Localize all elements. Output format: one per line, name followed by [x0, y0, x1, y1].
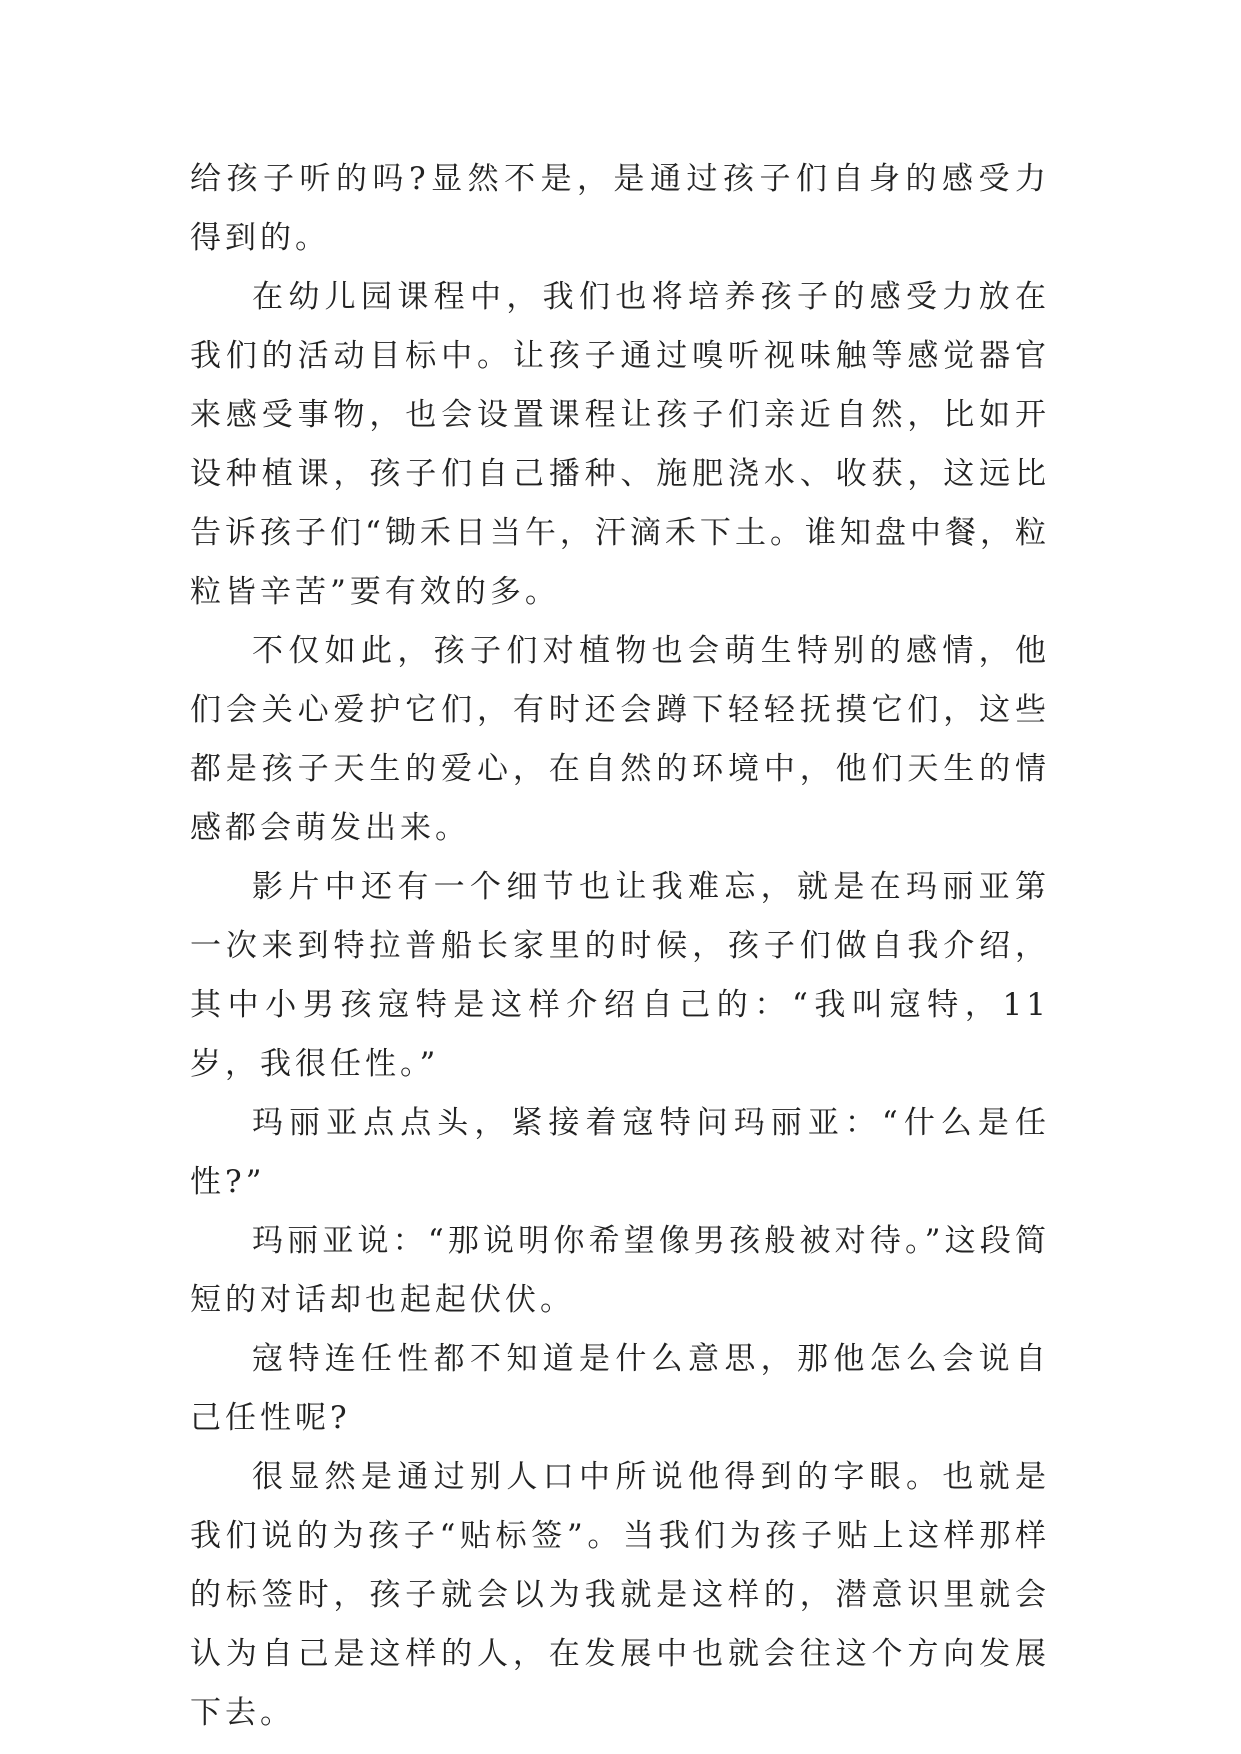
- paragraph: 寇特连任性都不知道是什么意思，那他怎么会说自己任性呢?: [190, 1341, 1050, 1436]
- paragraph: 很显然是通过别人口中所说他得到的字眼。也就是我们说的为孩子“贴标签”。当我们为孩子贴上这样那样的标签时，孩子就会以为我就是这样的，潜意识里就会认为自己是这样的人，在发展中也就会往这个方向发展下去。: [190, 1459, 1050, 1731]
- document-body: [190, 150, 1050, 1743]
- paragraph: 玛丽亚说：“那说明你希望像男孩般被对待。”这段简短的对话却也起起伏伏。: [190, 1223, 1050, 1318]
- paragraph: 不仅如此，孩子们对植物也会萌生特别的感情，他们会关心爱护它们，有时还会蹲下轻轻抚摸它们，这些都是孩子天生的爱心，在自然的环境中，他们天生的情感都会萌发出来。: [190, 633, 1050, 846]
- paragraph: 玛丽亚点点头，紧接着寇特问玛丽亚：“什么是任性?”: [190, 1105, 1050, 1200]
- paragraph: 影片中还有一个细节也让我难忘，就是在玛丽亚第一次来到特拉普船长家里的时候，孩子们做自我介绍，其中小男孩寇特是这样介绍自己的：“我叫寇特，11 岁，我很任性。”: [190, 869, 1050, 1082]
- paragraph: 给孩子听的吗?显然不是，是通过孩子们自身的感受力得到的。: [190, 161, 1050, 256]
- paragraph: 在幼儿园课程中，我们也将培养孩子的感受力放在我们的活动目标中。让孩子通过嗅听视味触等感觉器官来感受事物，也会设置课程让孩子们亲近自然，比如开设种植课，孩子们自己播种、施肥浇水、收获，这远比告诉孩子们“锄禾日当午，汗滴禾下土。谁知盘中餐，粒粒皆辛苦”要有效的多。: [190, 279, 1050, 610]
